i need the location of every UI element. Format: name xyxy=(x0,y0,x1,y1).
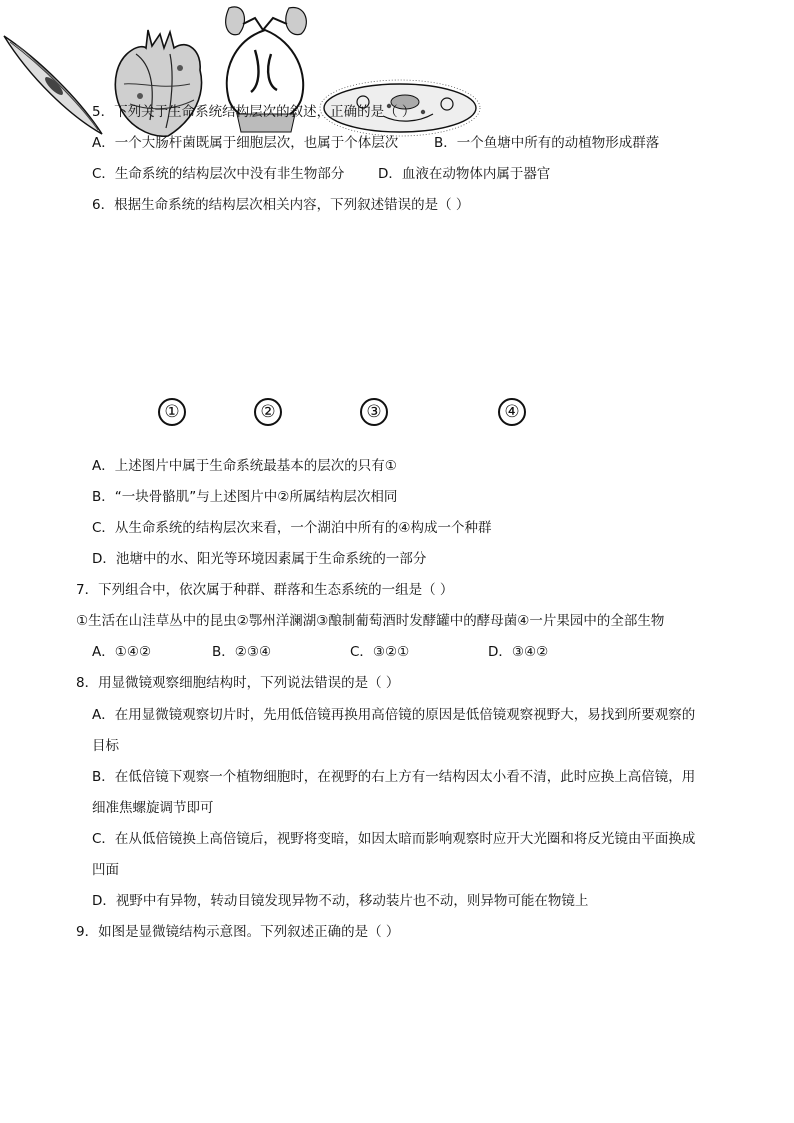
q6-option-d: D．池塘中的水、阳光等环境因素属于生命系统的一部分 xyxy=(92,551,427,567)
q7-option-a: A．①④② xyxy=(92,644,152,660)
q6-option-b: B．“一块骨骼肌”与上述图片中②所属结构层次相同 xyxy=(92,489,398,505)
q5-option-c: C．生命系统的结构层次中没有非生物部分 xyxy=(92,166,345,182)
q8-option-c-line1: C．在从低倍镜换上高倍镜后，视野将变暗，如因太暗而影响观察时应开大光圈和将反光镜由平面换成 xyxy=(92,831,696,847)
q8-option-b-line2: 细准焦螺旋调节即可 xyxy=(92,800,214,816)
figure-label-3: ③ xyxy=(360,398,388,426)
q7-option-d: D．③④② xyxy=(488,644,549,660)
q5-option-d: D．血液在动物体内属于器官 xyxy=(378,166,551,182)
figure-label-4: ④ xyxy=(498,398,526,426)
q6-option-c: C．从生命系统的结构层次来看，一个湖泊中所有的④构成一个种群 xyxy=(92,520,492,536)
q8-option-b-line1: B．在低倍镜下观察一个植物细胞时，在视野的右上方有一结构因太小看不清，此时应换上高倍镜，用 xyxy=(92,769,696,785)
q5-option-b: B．一个鱼塘中所有的动植物形成群落 xyxy=(434,135,660,151)
q8-option-a-line2: 目标 xyxy=(92,738,119,754)
q7-option-b: B．②③④ xyxy=(212,644,272,660)
q9-stem: 9．如图是显微镜结构示意图。下列叙述正确的是（ ） xyxy=(76,924,400,940)
q5-option-a: A．一个大肠杆菌既属于细胞层次，也属于个体层次 xyxy=(92,135,399,151)
q7-option-c: C．③②① xyxy=(350,644,410,660)
q7-items: ①生活在山洼草丛中的昆虫②鄂州洋澜湖③酿制葡萄酒时发酵罐中的酵母菌④一片果园中的全部生物 xyxy=(76,613,665,629)
q6-option-a: A．上述图片中属于生命系统最基本的层次的只有① xyxy=(92,458,397,474)
heart-image xyxy=(110,24,210,140)
q8-option-a-line1: A．在用显微镜观察切片时，先用低倍镜再换用高倍镜的原因是低倍镜观察视野大，易找到所要观察的 xyxy=(92,707,696,723)
q8-stem: 8．用显微镜观察细胞结构时，下列说法错误的是（ ） xyxy=(76,675,400,691)
figure-label-1: ① xyxy=(158,398,186,426)
q8-option-d: D．视野中有异物，转动目镜发现异物不动，移动装片也不动，则异物可能在物镜上 xyxy=(92,893,589,909)
q8-option-c-line2: 凹面 xyxy=(92,862,119,878)
q5-stem: 5．下列关于生命系统结构层次的叙述，正确的是（ ） xyxy=(92,104,416,120)
figure-label-2: ② xyxy=(254,398,282,426)
muscle-cell-image xyxy=(0,30,106,140)
q7-stem: 7．下列组合中，依次属于种群、群落和生态系统的一组是（ ） xyxy=(76,582,454,598)
q6-stem: 6．根据生命系统的结构层次相关内容，下列叙述错误的是（ ） xyxy=(92,197,470,213)
